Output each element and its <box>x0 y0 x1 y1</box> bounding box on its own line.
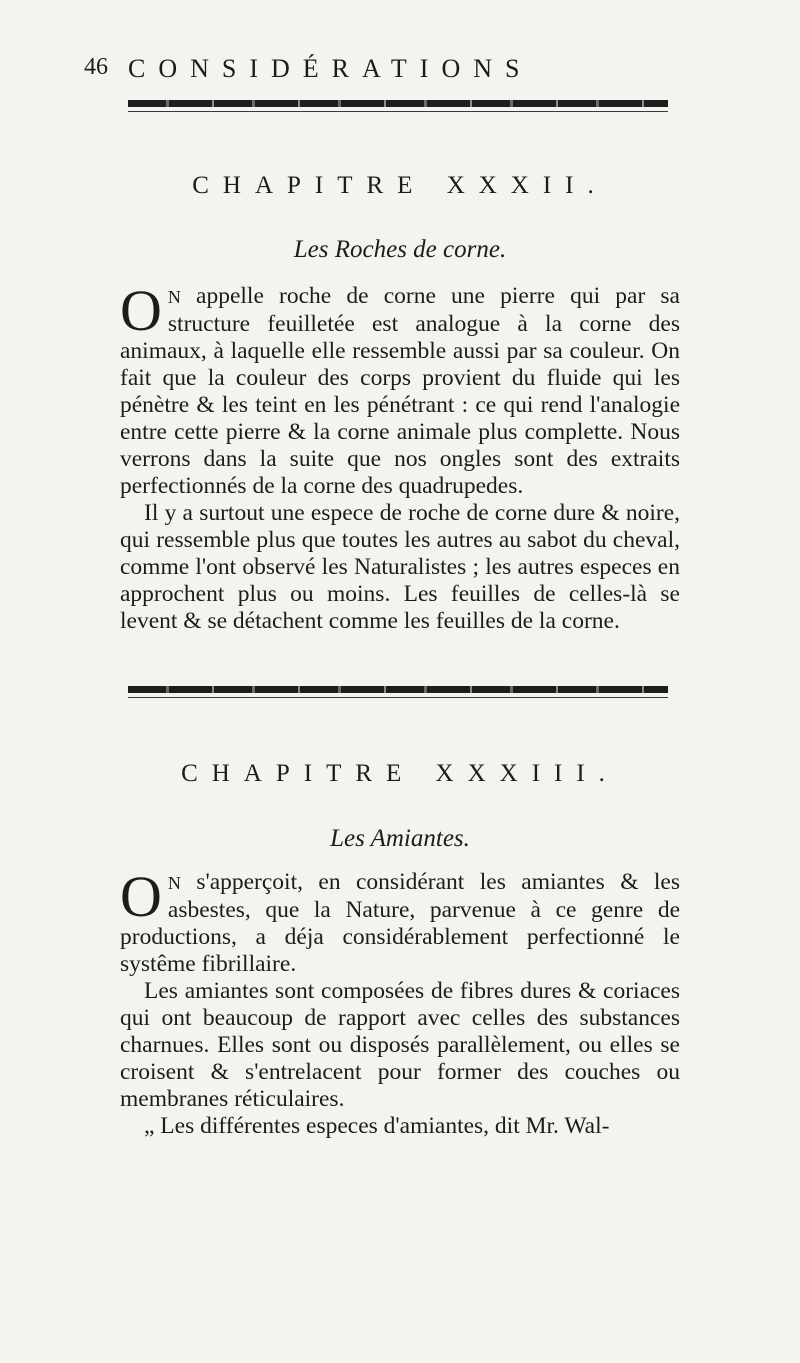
first-word-rest: N <box>167 873 181 893</box>
paragraph <box>120 278 680 500</box>
chapter-body <box>120 278 680 635</box>
first-word-rest: N <box>167 287 181 307</box>
paragraph-text: s'apperçoit, en considérant les amiantes & les asbestes, que la Nature, parvenue à ce genre de productions, a déja considérablement perfectionné le systême fibrillaire. <box>120 869 680 977</box>
drop-cap: O <box>120 278 162 343</box>
paragraph: „ Les différentes especes d'amiantes, dit Mr. Wal- <box>144 1113 610 1139</box>
running-title: CONSIDÉRATIONS <box>128 54 533 83</box>
ornamental-rule <box>128 686 668 693</box>
ornamental-rule <box>128 100 668 107</box>
chapter-subtitle: Les Amiantes. <box>330 825 470 852</box>
paragraph <box>120 864 680 978</box>
drop-cap: O <box>120 864 162 929</box>
page-number: 46 <box>84 54 108 80</box>
chapter-heading: CHAPITRE XXXIII. <box>181 760 619 787</box>
running-head <box>84 54 704 94</box>
chapter-body <box>120 864 680 1140</box>
paragraph: Il y a surtout une espece de roche de corne dure & noire, qui ressemble plus que toutes les autres au sabot du cheval, comme l'ont observé les Naturalistes ; les autres especes en approchent plus ou moins. Les feuilles de celles-là se levent & se détachent comme les feuilles de la corne. <box>120 500 680 634</box>
paragraph: Les amiantes sont composées de fibres dures & coriaces qui ont beaucoup de rapport avec celles des substances charnues. Elles sont ou disposés parallèlement, ou elles se croisent & s'entrelacent pour former des couches ou membranes réticulaires. <box>120 978 680 1112</box>
chapter-subtitle: Les Roches de corne. <box>293 236 507 263</box>
chapter-heading: CHAPITRE XXXII. <box>192 172 608 199</box>
paragraph-text: appelle roche de corne une pierre qui par sa structure feuilletée est analogue à la corne des animaux, à laquelle elle ressemble aussi par sa couleur. On fait que la couleur des corps provient du fluide qui les pénètre & les teint en les pénétrant : ce qui rend l'analogie entre cette pierre & la corne animale plus complette. Nous verrons dans la suite que nos ongles sont des extraits perfectionnés de la corne des quadrupedes. <box>120 283 680 499</box>
